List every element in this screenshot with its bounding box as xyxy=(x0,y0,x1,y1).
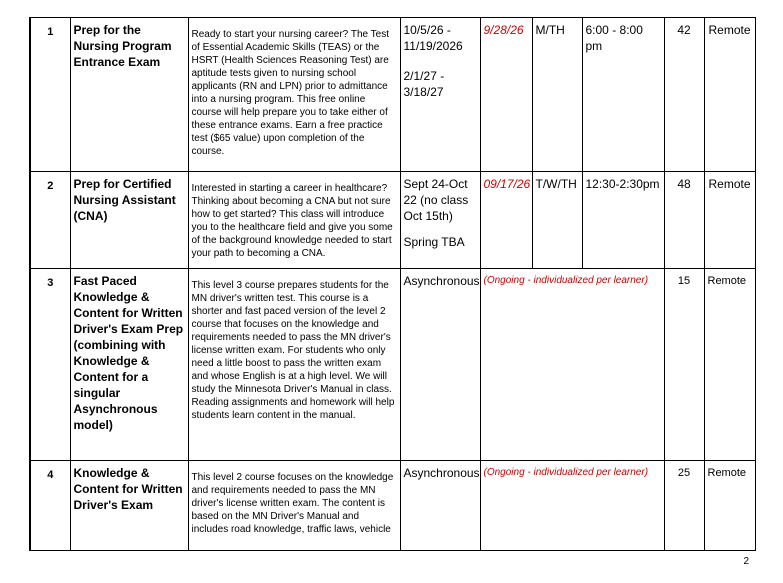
course-dates: Asynchronous xyxy=(400,461,480,551)
row-number: 3 xyxy=(30,269,70,461)
course-description: This level 2 course focuses on the knowledge and requirements needed to pass the MN driver's license written exam. The content is based on the MN Driver's Manual and includes road knowledge, traffic laws, vehicle xyxy=(188,461,400,551)
date-range: Spring TBA xyxy=(403,235,465,249)
course-hours: 15 xyxy=(664,269,704,461)
course-location: Remote xyxy=(704,461,755,551)
course-description: Ready to start your nursing career? The Test of Essential Academic Skills (TEAS) or the HSRT (Health Sciences Reasoning Test) are aptitude tests given to nursing school applicants (RN and LPN) prior to admittance into a nursing program. This free online course will help prepare you to take either of these entrance exams. Earn a free practice test ($65 value) upon completion of the course. xyxy=(188,18,400,172)
ongoing-note: (Ongoing - individualized per learner) xyxy=(480,461,664,551)
course-table xyxy=(29,17,756,551)
course-title: Prep for Certified Nursing Assistant (CNA) xyxy=(70,172,188,269)
meeting-time: 6:00 - 8:00 pm xyxy=(582,18,664,172)
meeting-days: T/W/TH xyxy=(532,172,582,269)
table-row xyxy=(30,461,755,551)
date-range: Sept 24-Oct 22 (no class Oct 15th) xyxy=(403,177,469,223)
course-dates xyxy=(400,18,480,172)
course-title: Knowledge & Content for Written Driver's Exam xyxy=(70,461,188,551)
date-range: 2/1/27 - 3/18/27 xyxy=(403,69,445,99)
page-number: 2 xyxy=(743,556,749,567)
table-row xyxy=(30,172,755,269)
registration-deadline: 09/17/26 xyxy=(480,172,532,269)
course-description: Interested in starting a career in healthcare? Thinking about becoming a CNA but not sure how to get started? This class will introduce you to the healthcare field and give you some of the background knowledge needed to start your path to becoming a CNA. xyxy=(188,172,400,269)
course-description: This level 3 course prepares students for the MN driver's written test. This course is a shorter and fast paced version of the level 2 course that focuses on the knowledge and requirements needed to pass the MN driver's license written exam. For students who only need a little boost to pass the written exam and whose English is at a high level. We will study the Minnesota Driver's Manual in class. Reading assignments and homework will help students learn content in the manual. xyxy=(188,269,400,461)
date-range: 10/5/26 - 11/19/2026 xyxy=(403,23,463,53)
row-number: 1 xyxy=(30,18,70,172)
course-hours: 42 xyxy=(664,18,704,172)
table-row xyxy=(30,18,755,172)
course-dates xyxy=(400,172,480,269)
ongoing-note: (Ongoing - individualized per learner) xyxy=(480,269,664,461)
row-number: 2 xyxy=(30,172,70,269)
meeting-days: M/TH xyxy=(532,18,582,172)
course-dates: Asynchronous xyxy=(400,269,480,461)
meeting-time: 12:30-2:30pm xyxy=(582,172,664,269)
course-location: Remote xyxy=(704,172,755,269)
course-hours: 48 xyxy=(664,172,704,269)
course-hours: 25 xyxy=(664,461,704,551)
row-number: 4 xyxy=(30,461,70,551)
course-title: Fast Paced Knowledge & Content for Written Driver's Exam Prep (combining with Knowledge & Content for a singular Asynchronous model) xyxy=(70,269,188,461)
course-location: Remote xyxy=(704,18,755,172)
table-row xyxy=(30,269,755,461)
registration-deadline: 9/28/26 xyxy=(480,18,532,172)
course-location: Remote xyxy=(704,269,755,461)
course-title: Prep for the Nursing Program Entrance Exam xyxy=(70,18,188,172)
